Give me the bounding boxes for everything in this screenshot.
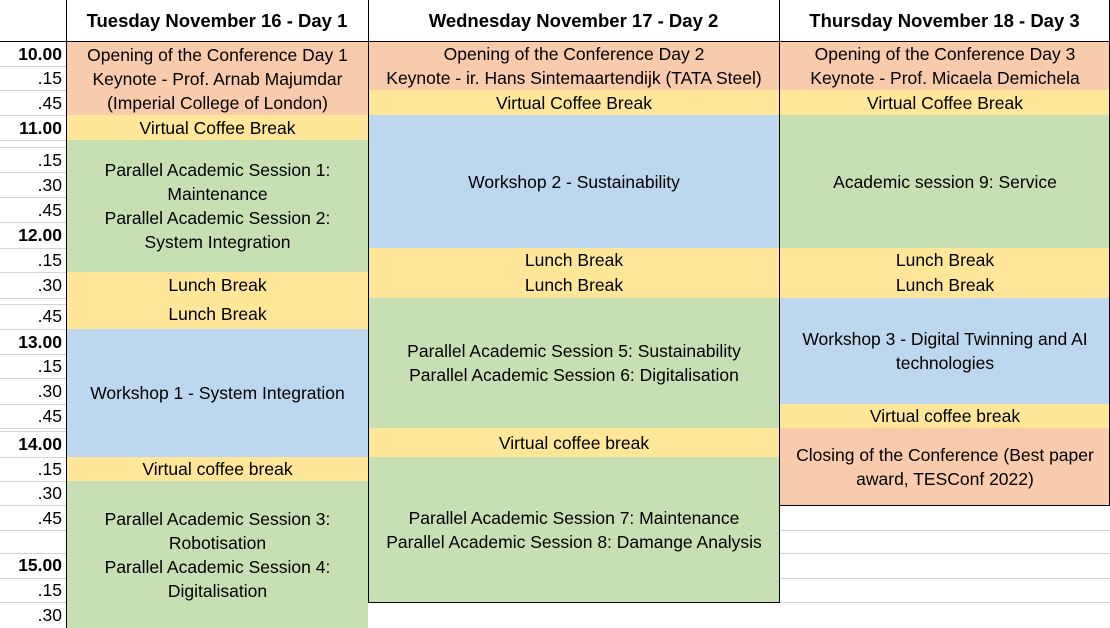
session-line: Digitalisation: [167, 580, 268, 601]
session-line: Parallel Academic Session 3:: [104, 508, 331, 529]
time-label[interactable]: .30: [37, 483, 62, 503]
coffee-break-day3-pm[interactable]: Virtual coffee break: [780, 404, 1110, 428]
closing-line: award, TESConf 2022): [856, 468, 1034, 489]
time-label[interactable]: 12.00: [18, 225, 62, 245]
lunch-break-day1[interactable]: Lunch Break: [67, 272, 368, 298]
keynote-line: Keynote - Prof. Micaela Demichela: [810, 68, 1080, 88]
session-line: Maintenance: [167, 184, 268, 204]
time-label[interactable]: .45: [37, 508, 62, 528]
coffee-break-day3-am[interactable]: Virtual Coffee Break: [780, 90, 1110, 115]
affiliation-line: (Imperial College of London): [107, 92, 328, 113]
time-label[interactable]: 10.00: [18, 44, 62, 64]
closing-line: Closing of the Conference (Best paper: [796, 444, 1094, 465]
day3-bottom-border: [779, 505, 1110, 506]
header-day2[interactable]: Wednesday November 17 - Day 2: [368, 0, 779, 41]
session-line: Parallel Academic Session 8: Damange Analysis: [386, 531, 762, 552]
opening-line: Opening of the Conference Day 2: [443, 44, 705, 64]
session-line: Parallel Academic Session 5: Sustainability: [407, 341, 741, 361]
keynote-line: Keynote - ir. Hans Sintemaartendijk (TATA Steel): [386, 68, 762, 88]
workshop-1[interactable]: Workshop 1 - System Integration: [67, 329, 368, 457]
time-label[interactable]: .15: [37, 149, 62, 170]
parallel-sessions-3-4[interactable]: [67, 481, 368, 628]
coffee-break-day1-am[interactable]: Virtual Coffee Break: [67, 115, 368, 140]
session-line: Parallel Academic Session 6: Digitalisation: [409, 365, 739, 385]
time-label[interactable]: 11.00: [19, 117, 62, 138]
time-label[interactable]: .15: [37, 250, 62, 270]
day2-bottom-border: [368, 602, 780, 603]
parallel-sessions-5-6[interactable]: [369, 298, 779, 428]
workshop-line: Workshop 3 - Digital Twinning and AI: [802, 329, 1088, 349]
keynote-line: Keynote - Prof. Arnab Majumdar: [92, 68, 343, 89]
column-border: [368, 0, 369, 602]
opening-day1[interactable]: [67, 42, 368, 115]
session-line: Parallel Academic Session 1:: [104, 160, 331, 180]
opening-line: Opening of the Conference Day 3: [814, 44, 1076, 64]
time-label[interactable]: .30: [37, 174, 62, 195]
time-label[interactable]: .15: [37, 459, 62, 479]
time-label[interactable]: .45: [37, 199, 62, 220]
header-day1[interactable]: Tuesday November 16 - Day 1: [66, 0, 368, 41]
lunch-break-day3[interactable]: Lunch Break: [780, 272, 1110, 298]
academic-session-9[interactable]: Academic session 9: Service: [780, 115, 1110, 248]
session-line: Robotisation: [168, 532, 267, 553]
time-label[interactable]: 13.00: [18, 331, 62, 352]
lunch-break-day1[interactable]: Lunch Break: [67, 298, 368, 329]
session-line: Parallel Academic Session 2:: [104, 208, 331, 228]
workshop-3[interactable]: [780, 298, 1110, 404]
time-label[interactable]: .30: [37, 275, 62, 295]
opening-day2[interactable]: [369, 42, 779, 90]
coffee-break-day1-pm[interactable]: Virtual coffee break: [67, 457, 368, 481]
time-label[interactable]: .45: [37, 92, 62, 113]
time-label[interactable]: 14.00: [18, 434, 62, 454]
time-label[interactable]: .45: [37, 306, 62, 326]
session-line: Parallel Academic Session 7: Maintenance: [408, 507, 740, 528]
session-line: Parallel Academic Session 4:: [104, 556, 331, 577]
time-label[interactable]: .30: [37, 381, 62, 401]
lunch-break-day3[interactable]: Lunch Break: [780, 248, 1110, 272]
time-label[interactable]: 15.00: [18, 555, 62, 575]
header-bottom-border: [0, 41, 1110, 42]
workshop-line: technologies: [895, 353, 995, 373]
time-label[interactable]: .15: [37, 580, 62, 600]
coffee-break-day2-pm[interactable]: Virtual coffee break: [369, 428, 779, 457]
time-label[interactable]: .30: [37, 605, 62, 625]
column-border: [779, 0, 780, 602]
time-label[interactable]: .45: [37, 406, 62, 426]
lunch-break-day2[interactable]: Lunch Break: [369, 248, 779, 272]
time-label[interactable]: .15: [37, 356, 62, 376]
lunch-break-day2[interactable]: Lunch Break: [369, 272, 779, 298]
parallel-sessions-1-2[interactable]: [67, 140, 368, 272]
parallel-sessions-7-8[interactable]: [369, 457, 779, 602]
opening-line: Opening of the Conference Day 1: [87, 44, 348, 65]
time-label[interactable]: .15: [37, 68, 62, 88]
workshop-2[interactable]: Workshop 2 - Sustainability: [369, 115, 779, 248]
column-border: [66, 0, 67, 628]
session-line: System Integration: [144, 232, 291, 252]
header-day3[interactable]: Thursday November 18 - Day 3: [779, 0, 1110, 41]
opening-day3[interactable]: [780, 42, 1110, 90]
closing-of-conference[interactable]: [780, 428, 1110, 505]
coffee-break-day2-am[interactable]: Virtual Coffee Break: [369, 90, 779, 115]
